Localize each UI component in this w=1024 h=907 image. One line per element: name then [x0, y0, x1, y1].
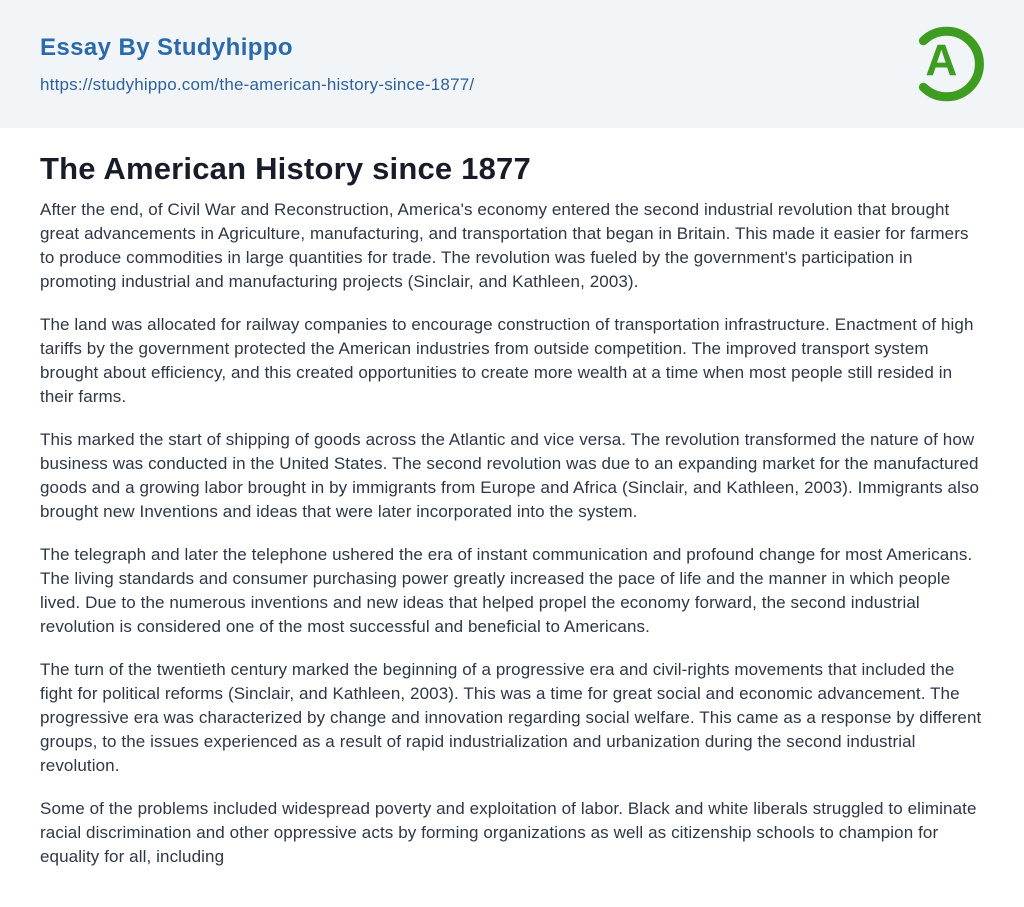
article-content	[0, 128, 1024, 869]
article-paragraph: The land was allocated for railway companies to encourage construction of transportation infrastructure. Enactment of high tariffs by the government protected the American industries from outside competition. The improved transport system brought about efficiency, and this created opportunities to create more wealth at a time when most people still resided in their farms.	[40, 315, 974, 406]
article-paragraph: The telegraph and later the telephone ushered the era of instant communication and profound change for most Americans. The living standards and consumer purchasing power greatly increased the pace of life and the manner in which people lived. Due to the numerous inventions and new ideas that helped propel the economy forward, the second industrial revolution is considered one of the most successful and beneficial to Americans.	[40, 545, 973, 636]
logo-letter-a-icon: A	[925, 36, 958, 86]
header-text-block	[40, 34, 474, 95]
article-paragraph: This marked the start of shipping of goods across the Atlantic and vice versa. The revolution transformed the nature of how business was conducted in the United States. The second revolution was due to an expanding market for the manufactured goods and a growing labor brought in by immigrants from Europe and Africa (Sinclair, and Kathleen, 2003). Immigrants also brought new Inventions and ideas that were later incorporated into the system.	[40, 430, 980, 521]
article-paragraph: After the end, of Civil War and Reconstruction, America's economy entered the second industrial revolution that brought great advancements in Agriculture, manufacturing, and transportation that began in Britain. This made it easier for farmers to produce commodities in large quantities for trade. The revolution was fueled by the government's participation in promoting industrial and manufacturing projects (Sinclair, and Kathleen, 2003).	[40, 200, 969, 291]
article-body	[40, 198, 985, 869]
article-paragraph: The turn of the twentieth century marked the beginning of a progressive era and civil-rights movements that included the fight for political reforms (Sinclair, and Kathleen, 2003). This was a time for great social and economic advancement. The progressive era was characterized by change and innovation regarding social welfare. This came as a response by different groups, to the issues experienced as a result of rapid industrialization and urbanization during the second industrial revolution.	[40, 660, 982, 775]
essay-by-heading: Essay By Studyhippo	[40, 33, 293, 61]
source-url-link[interactable]: https://studyhippo.com/the-american-history-since-1877/	[40, 74, 475, 94]
studyhippo-logo	[904, 21, 986, 107]
article-paragraph: Some of the problems included widespread poverty and exploitation of labor. Black and white liberals struggled to eliminate racial discrimination and other oppressive acts by forming organizations as well as citizenship schools to champion for equality for all, including	[40, 799, 977, 866]
article-title: The American History since 1877	[40, 151, 531, 186]
page-header	[0, 0, 1024, 128]
